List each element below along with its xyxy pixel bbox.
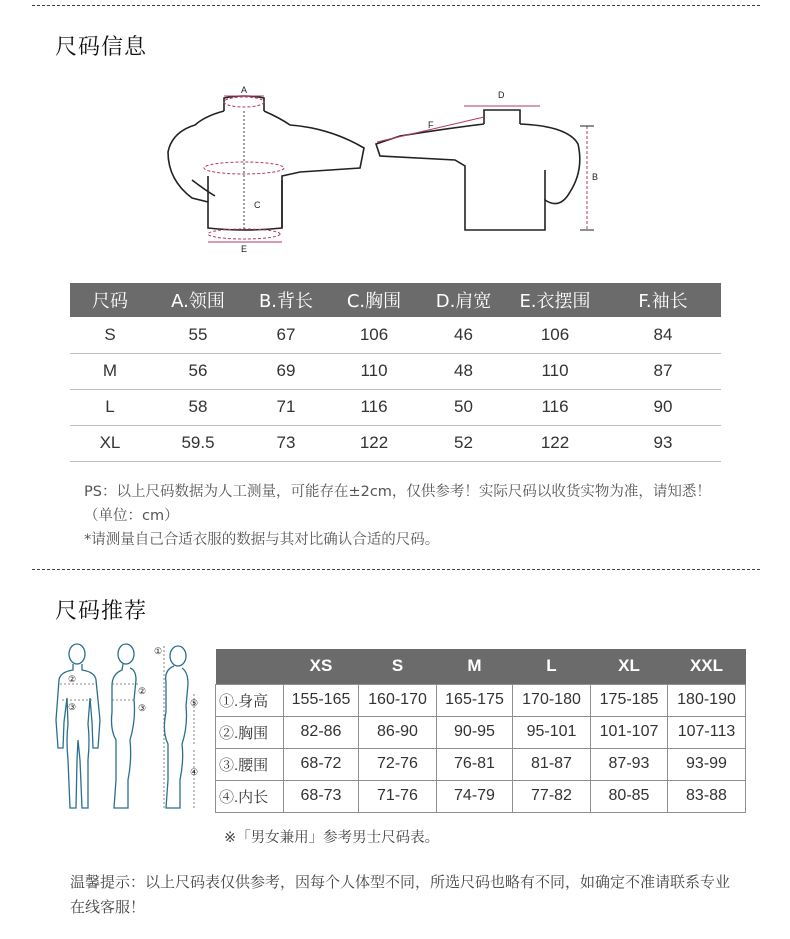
table-cell: 48 bbox=[422, 353, 505, 389]
figure-label-2: ② bbox=[68, 674, 77, 684]
row-label-chest: ②.胸围 bbox=[216, 716, 284, 748]
size-info-title: 尺码信息 bbox=[55, 35, 148, 60]
header-hem: E.衣摆围 bbox=[505, 283, 605, 317]
table-cell: 80-85 bbox=[591, 780, 668, 812]
jacket-back bbox=[376, 110, 580, 230]
table-cell: 76-81 bbox=[437, 748, 513, 780]
table-cell: 160-170 bbox=[359, 684, 437, 716]
row-label-inseam: ④.内长 bbox=[216, 780, 284, 812]
table-cell: 110 bbox=[326, 353, 422, 389]
table-cell: 90 bbox=[605, 389, 721, 425]
table-row bbox=[70, 353, 721, 389]
table-cell: 101-107 bbox=[591, 716, 668, 748]
figure-label-3b: ③ bbox=[138, 703, 147, 713]
table-row bbox=[216, 716, 746, 748]
table-row bbox=[216, 748, 746, 780]
table-cell: 155-165 bbox=[284, 684, 359, 716]
table-cell: 72-76 bbox=[359, 748, 437, 780]
size-info-header-row bbox=[70, 283, 721, 317]
table-cell: 84 bbox=[605, 317, 721, 353]
header-collar: A.领围 bbox=[150, 283, 246, 317]
header-xxl: XXL bbox=[668, 649, 746, 684]
table-cell: 67 bbox=[246, 317, 326, 353]
middle-divider bbox=[32, 569, 760, 570]
table-cell: 110 bbox=[505, 353, 605, 389]
header-l: L bbox=[513, 649, 591, 684]
recommend-title: 尺码推荐 bbox=[55, 599, 148, 624]
label-e: E bbox=[241, 244, 248, 254]
table-cell: 68-73 bbox=[284, 780, 359, 812]
table-cell: 74-79 bbox=[437, 780, 513, 812]
header-chest: C.胸围 bbox=[326, 283, 422, 317]
table-cell: M bbox=[70, 353, 150, 389]
figure-label-4: ④ bbox=[190, 767, 199, 777]
table-cell: 180-190 bbox=[668, 684, 746, 716]
table-cell: 56 bbox=[150, 353, 246, 389]
top-divider bbox=[32, 5, 760, 6]
warm-tip: 温馨提示：以上尺码表仅供参考，因每个人体型不同，所选尺码也略有不同，如确定不准请联系专业在线客服！ bbox=[70, 873, 731, 916]
table-cell: S bbox=[70, 317, 150, 353]
table-cell: 81-87 bbox=[513, 748, 591, 780]
header-s: S bbox=[359, 649, 437, 684]
ps-line-1: PS：以上尺码数据为人工测量，可能存在±2cm，仅供参考！实际尺码以收货实物为准，请知悉！（单位：cm） bbox=[84, 484, 711, 524]
table-cell: L bbox=[70, 389, 150, 425]
table-cell: 86-90 bbox=[359, 716, 437, 748]
ps-line-2: *请测量自己合适衣服的数据与其对比确认合适的尺码。 bbox=[84, 532, 440, 548]
recommend-header-row bbox=[216, 649, 746, 684]
measure-a-collar bbox=[224, 97, 264, 107]
label-a: A bbox=[241, 85, 248, 95]
table-cell: 71-76 bbox=[359, 780, 437, 812]
table-cell: 83-88 bbox=[668, 780, 746, 812]
figure-label-1: ① bbox=[154, 646, 163, 656]
row-label-waist: ③.腰围 bbox=[216, 748, 284, 780]
size-info-table bbox=[70, 283, 721, 462]
front-figure bbox=[56, 644, 100, 808]
table-cell: 116 bbox=[505, 389, 605, 425]
header-m: M bbox=[437, 649, 513, 684]
unisex-note: ※「男女兼用」参考男士尺码表。 bbox=[224, 830, 440, 846]
table-cell: 93 bbox=[605, 425, 721, 461]
table-row bbox=[70, 317, 721, 353]
header-empty bbox=[216, 649, 284, 684]
table-row bbox=[216, 780, 746, 812]
table-cell: 106 bbox=[326, 317, 422, 353]
table-cell: 71 bbox=[246, 389, 326, 425]
figure-label-3: ③ bbox=[68, 702, 77, 712]
table-cell: 68-72 bbox=[284, 748, 359, 780]
table-cell: 55 bbox=[150, 317, 246, 353]
table-cell: 69 bbox=[246, 353, 326, 389]
table-cell: 170-180 bbox=[513, 684, 591, 716]
table-cell: 122 bbox=[326, 425, 422, 461]
header-back-length: B.背长 bbox=[246, 283, 326, 317]
ps-note bbox=[84, 480, 724, 552]
label-f: F bbox=[428, 120, 434, 130]
side-figure bbox=[112, 644, 137, 808]
table-cell: 73 bbox=[246, 425, 326, 461]
header-sleeve: F.袖长 bbox=[605, 283, 721, 317]
row-label-height: ①.身高 bbox=[216, 684, 284, 716]
table-cell: XL bbox=[70, 425, 150, 461]
figure-label-2b: ② bbox=[138, 686, 147, 696]
table-cell: 58 bbox=[150, 389, 246, 425]
table-cell: 106 bbox=[505, 317, 605, 353]
table-cell: 50 bbox=[422, 389, 505, 425]
size-recommend-table bbox=[215, 649, 746, 813]
header-xl: XL bbox=[591, 649, 668, 684]
figure-label-5: ⑤ bbox=[190, 698, 199, 708]
label-c: C bbox=[254, 200, 261, 210]
table-cell: 95-101 bbox=[513, 716, 591, 748]
table-row bbox=[70, 389, 721, 425]
table-cell: 107-113 bbox=[668, 716, 746, 748]
header-xs: XS bbox=[284, 649, 359, 684]
table-cell: 122 bbox=[505, 425, 605, 461]
table-cell: 87-93 bbox=[591, 748, 668, 780]
table-row bbox=[216, 684, 746, 716]
table-cell: 93-99 bbox=[668, 748, 746, 780]
table-cell: 175-185 bbox=[591, 684, 668, 716]
table-row bbox=[70, 425, 721, 461]
table-cell: 59.5 bbox=[150, 425, 246, 461]
header-shoulder: D.肩宽 bbox=[422, 283, 505, 317]
body-figure-diagram bbox=[50, 640, 210, 820]
table-cell: 77-82 bbox=[513, 780, 591, 812]
header-size: 尺码 bbox=[70, 283, 150, 317]
table-cell: 165-175 bbox=[437, 684, 513, 716]
profile-figure bbox=[164, 646, 188, 808]
table-cell: 90-95 bbox=[437, 716, 513, 748]
label-d: D bbox=[498, 90, 505, 100]
table-cell: 87 bbox=[605, 353, 721, 389]
table-cell: 46 bbox=[422, 317, 505, 353]
table-cell: 82-86 bbox=[284, 716, 359, 748]
table-cell: 52 bbox=[422, 425, 505, 461]
table-cell: 116 bbox=[326, 389, 422, 425]
label-b: B bbox=[592, 172, 599, 182]
